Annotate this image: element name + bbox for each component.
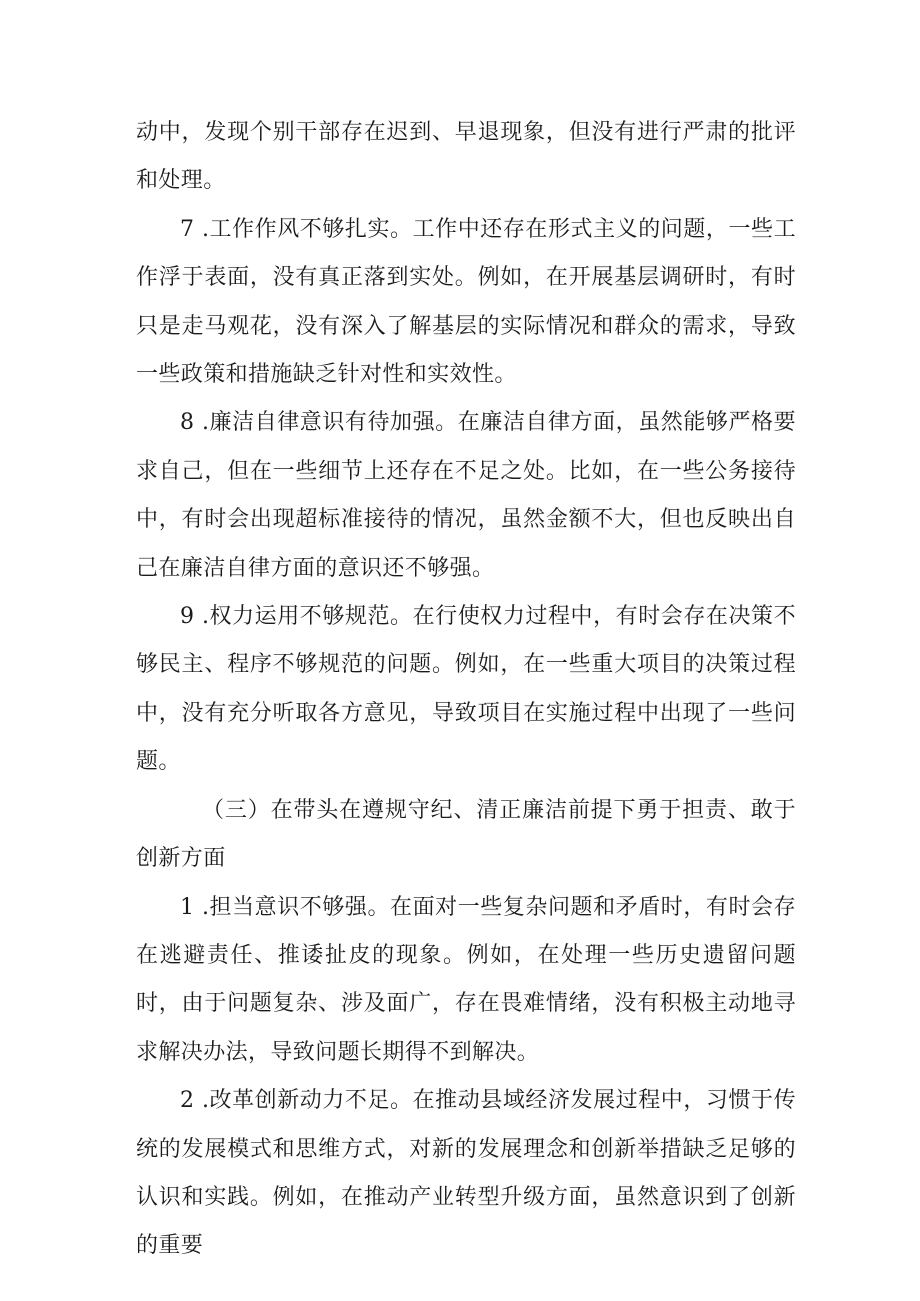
paragraph-item-9: 9 .权力运用不够规范。在行使权力过程中，有时会存在决策不够民主、程序不够规范的问题。例如，在一些重大项目的决策过程中，没有充分听取各方意见，导致项目在实施过程中出现了一些问题。	[136, 604, 796, 775]
section-heading-3: （三）在带头在遵规守纪、清正廉洁前提下勇于担责、敢于创新方面	[136, 797, 796, 872]
paragraph-item-2: 2 .改革创新动力不足。在推动县域经济发展过程中，习惯于传统的发展模式和思维方式，对新的发展理念和创新举措缺乏足够的认识和实践。例如，在推动产业转型升级方面，虽然意识到了创新的重要	[136, 1088, 796, 1259]
paragraph-item-8: 8 .廉洁自律意识有待加强。在廉洁自律方面，虽然能够严格要求自己，但在一些细节上还存在不足之处。比如，在一些公务接待中，有时会出现超标准接待的情况，虽然金额不大，但也反映出自己在廉洁自律方面的意识还不够强。	[136, 410, 796, 581]
document-page	[136, 109, 796, 1271]
paragraph-item-7: 7 .工作作风不够扎实。工作中还存在形式主义的问题，一些工作浮于表面，没有真正落到实处。例如，在开展基层调研时，有时只是走马观花，没有深入了解基层的实际情况和群众的需求，导致一些政策和措施缺乏针对性和实效性。	[136, 216, 796, 388]
paragraph-continuation: 动中，发现个别干部存在迟到、早退现象，但没有进行严肃的批评和处理。	[136, 120, 796, 194]
paragraph-item-1: 1 .担当意识不够强。在面对一些复杂问题和矛盾时，有时会存在逃避责任、推诿扯皮的现象。例如，在处理一些历史遗留问题时，由于问题复杂、涉及面广，存在畏难情绪，没有积极主动地寻求解决办法，导致问题长期得不到解决。	[136, 894, 796, 1065]
